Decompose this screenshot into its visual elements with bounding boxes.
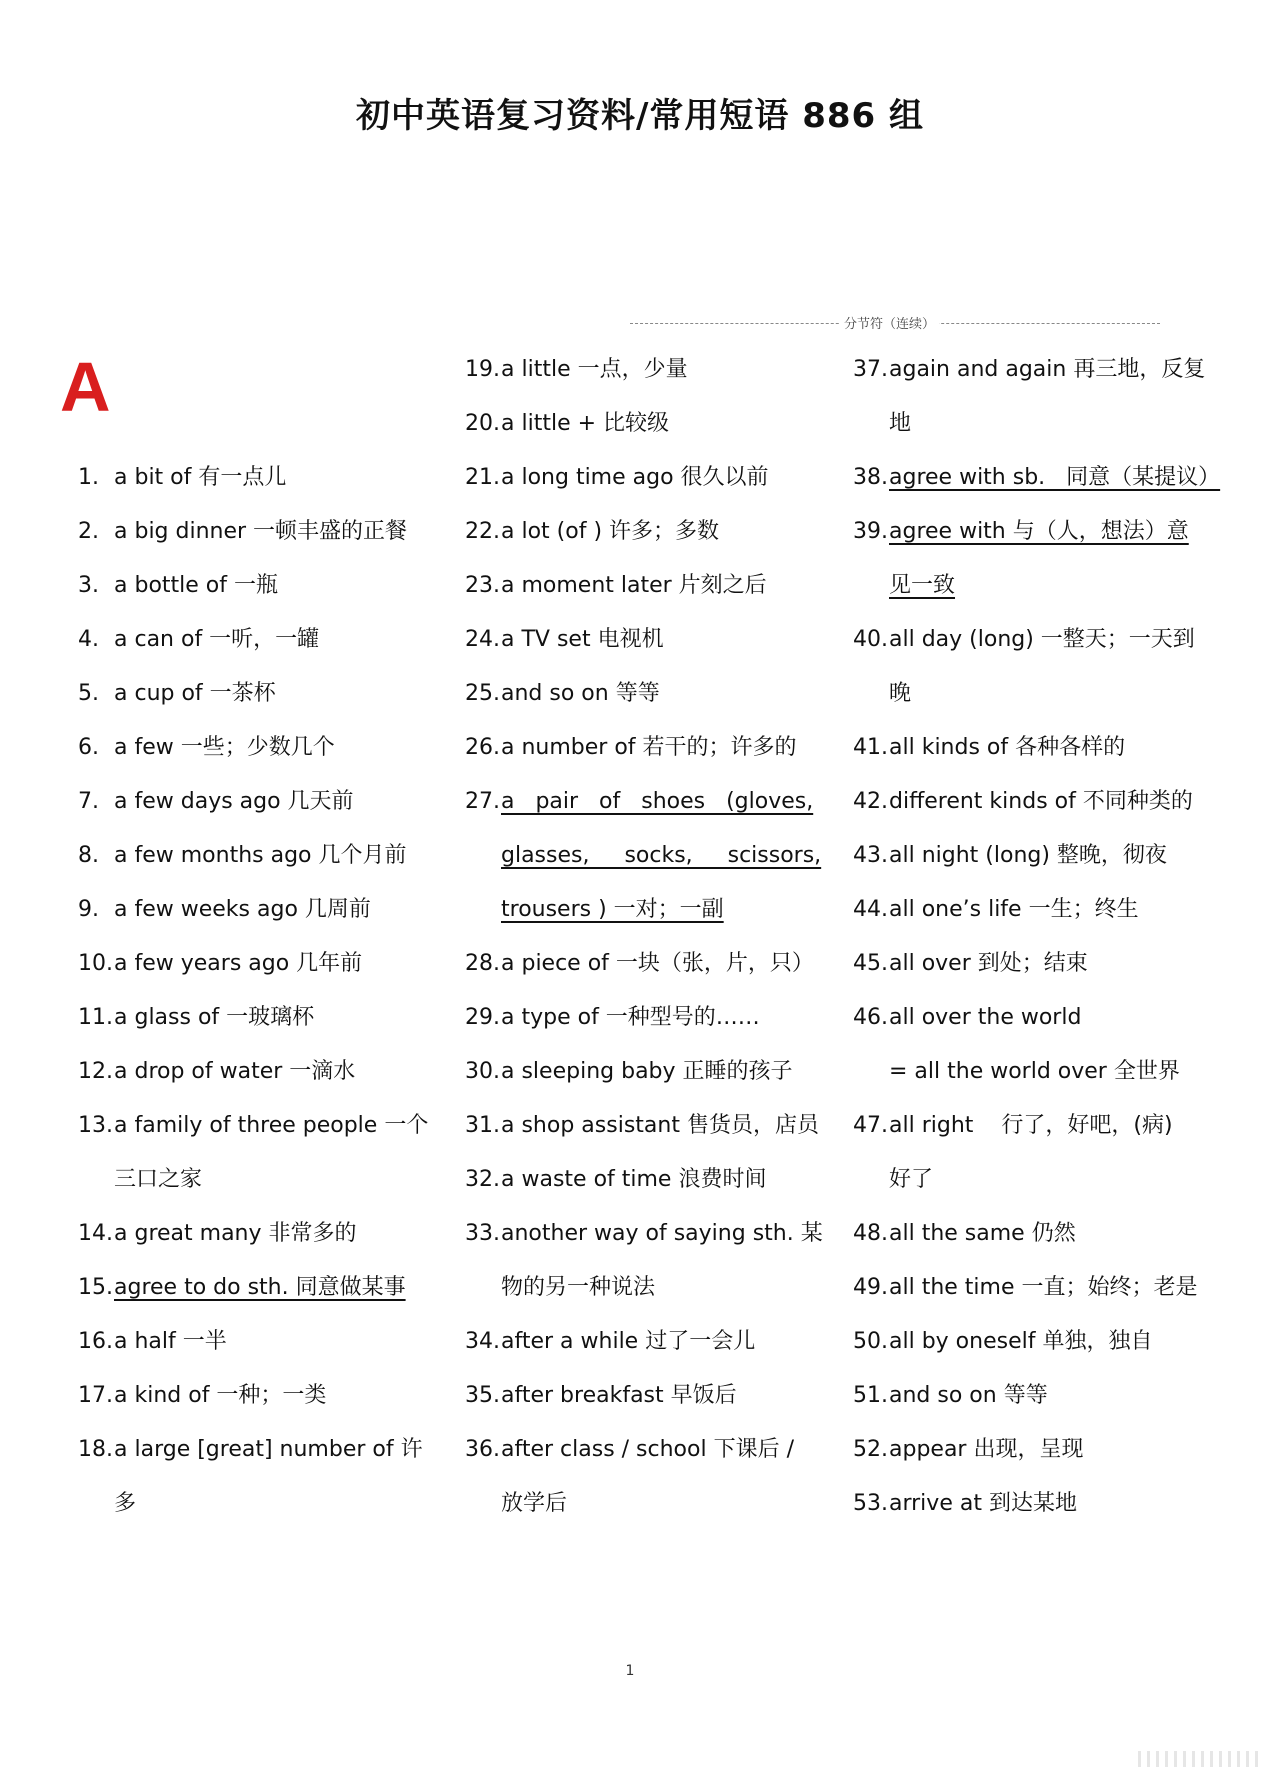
phrase-text: and so on 等等 [889,1383,1048,1408]
phrase-text: a few days ago 几天前 [114,789,354,814]
phrase-text: a few years ago 几年前 [114,951,363,976]
section-break [630,313,1160,333]
phrase-text: all day (long) 一整天；一天到 [889,627,1195,652]
phrase-number: 11. [78,1005,113,1030]
phrase-number: 6. [78,735,99,760]
phrase-text: a TV set 电视机 [501,627,664,652]
phrase-text: a little 一点，少量 [501,357,688,382]
page-number: 1 [625,1663,635,1679]
phrase-text: again and again 再三地，反复 [889,357,1206,382]
phrase-text: a long time ago 很久以前 [501,465,769,490]
phrase-number: 14. [78,1221,113,1246]
phrase-text: 放学后 [501,1491,568,1516]
phrase-number: 53. [853,1491,888,1516]
phrase-number: 19. [465,357,500,382]
phrase-number: 3. [78,573,99,598]
phrase-text: a bottle of 一瓶 [114,573,278,598]
phrase-text: after a while 过了一会儿 [501,1329,756,1354]
phrase-number: 1. [78,465,99,490]
phrase-text: 三口之家 [114,1167,203,1192]
letter-heading: A [60,348,111,426]
phrase-text: all over the world [889,1005,1082,1030]
phrase-text: a moment later 片刻之后 [501,573,767,598]
phrase-number: 42. [853,789,888,814]
section-break-label: 分节符（连续） [840,313,939,332]
phrase-text: a sleeping baby 正睡的孩子 [501,1059,793,1084]
phrase-number: 10. [78,951,113,976]
phrase-number: 46. [853,1005,888,1030]
phrase-text: 晚 [889,681,912,706]
phrase-text: a shop assistant 售货员，店员 [501,1113,819,1138]
phrase-number: 23. [465,573,500,598]
phrase-text: trousers ) 一对；一副 [501,897,724,922]
phrase-number: 5. [78,681,99,706]
phrase-number: 15. [78,1275,113,1300]
phrase-number: 52. [853,1437,888,1462]
phrase-text: a bit of 有一点儿 [114,465,287,490]
phrase-text: after class / school 下课后 / [501,1437,794,1462]
phrase-number: 25. [465,681,500,706]
phrase-number: 33. [465,1221,500,1246]
phrase-number: 13. [78,1113,113,1138]
phrase-text: = all the world over 全世界 [889,1059,1180,1084]
phrase-text: 地 [889,411,912,436]
phrase-text: all by oneself 单独，独自 [889,1329,1153,1354]
phrase-number: 29. [465,1005,500,1030]
phrase-text: a type of 一种型号的…… [501,1005,760,1030]
phrase-number: 31. [465,1113,500,1138]
phrase-text: 物的另一种说法 [501,1275,656,1300]
phrase-text: a waste of time 浪费时间 [501,1167,767,1192]
phrase-number: 8. [78,843,99,868]
phrase-number: 22. [465,519,500,544]
phrase-text: a glass of 一玻璃杯 [114,1005,315,1030]
phrase-text: different kinds of 不同种类的 [889,789,1193,814]
phrase-number: 37. [853,357,888,382]
phrase-number: 40. [853,627,888,652]
phrase-number: 49. [853,1275,888,1300]
phrase-text: all the same 仍然 [889,1221,1076,1246]
phrase-number: 48. [853,1221,888,1246]
phrase-text: 好了 [889,1167,934,1192]
phrase-text: a few weeks ago 几周前 [114,897,371,922]
phrase-text: all night (long) 整晚，彻夜 [889,843,1167,868]
phrase-text: agree with 与（人，想法）意 [889,519,1189,544]
phrase-number: 51. [853,1383,888,1408]
phrase-text: a large [great] number of 许 [114,1437,423,1462]
phrase-number: 24. [465,627,500,652]
phrase-number: 27. [465,789,500,814]
phrase-text: a lot (of ) 许多；多数 [501,519,720,544]
phrase-number: 35. [465,1383,500,1408]
phrase-text: a cup of 一茶杯 [114,681,276,706]
phrase-number: 4. [78,627,99,652]
phrase-number: 47. [853,1113,888,1138]
phrase-number: 21. [465,465,500,490]
phrase-number: 34. [465,1329,500,1354]
phrase-text: a big dinner 一顿丰盛的正餐 [114,519,408,544]
phrase-text: arrive at 到达某地 [889,1491,1077,1516]
phrase-text: a drop of water 一滴水 [114,1059,356,1084]
phrase-text: 多 [114,1491,137,1516]
phrase-number: 18. [78,1437,113,1462]
phrase-number: 39. [853,519,888,544]
phrase-number: 28. [465,951,500,976]
phrase-number: 16. [78,1329,113,1354]
phrase-number: 38. [853,465,888,490]
phrase-text: a family of three people 一个 [114,1113,429,1138]
phrase-number: 20. [465,411,500,436]
phrase-number: 36. [465,1437,500,1462]
phrase-text: a few 一些；少数几个 [114,735,335,760]
phrase-number: 45. [853,951,888,976]
phrase-text: a piece of 一块（张，片，只） [501,951,814,976]
phrase-text: after breakfast 早饭后 [501,1383,737,1408]
phrase-text: a little + 比较级 [501,411,670,436]
phrase-number: 9. [78,897,99,922]
phrase-text: a pair of shoes (gloves, [501,789,814,814]
phrase-text: a kind of 一种；一类 [114,1383,327,1408]
phrase-text: a great many 非常多的 [114,1221,357,1246]
phrase-text: a can of 一听，一罐 [114,627,320,652]
phrase-text: a half 一半 [114,1329,227,1354]
phrase-text: all the time 一直；始终；老是 [889,1275,1198,1300]
phrase-text: another way of saying sth. 某 [501,1221,823,1246]
phrase-text: and so on 等等 [501,681,660,706]
phrase-text: all over 到处；结束 [889,951,1088,976]
phrase-number: 43. [853,843,888,868]
phrase-text: agree with sb. 同意（某提议） [889,465,1221,490]
phrase-number: 32. [465,1167,500,1192]
phrase-text: agree to do sth. 同意做某事 [114,1275,406,1300]
phrase-number: 30. [465,1059,500,1084]
page-edge-decoration [1138,1751,1258,1767]
phrase-number: 2. [78,519,99,544]
phrase-text: a few months ago 几个月前 [114,843,407,868]
phrase-number: 44. [853,897,888,922]
phrase-text: appear 出现，呈现 [889,1437,1084,1462]
phrase-text: all kinds of 各种各样的 [889,735,1126,760]
phrase-number: 17. [78,1383,113,1408]
phrase-text: all right 行了，好吧，(病) [889,1113,1173,1138]
phrase-text: a number of 若干的；许多的 [501,735,797,760]
phrase-number: 12. [78,1059,113,1084]
phrase-text: 见一致 [889,573,956,598]
page-title: 初中英语复习资料/常用短语 886 组 [355,96,925,136]
phrase-number: 26. [465,735,500,760]
phrase-number: 41. [853,735,888,760]
phrase-text: glasses, socks, scissors, [501,843,822,868]
phrase-number: 7. [78,789,99,814]
phrase-text: all one’s life 一生；终生 [889,897,1139,922]
phrase-number: 50. [853,1329,888,1354]
